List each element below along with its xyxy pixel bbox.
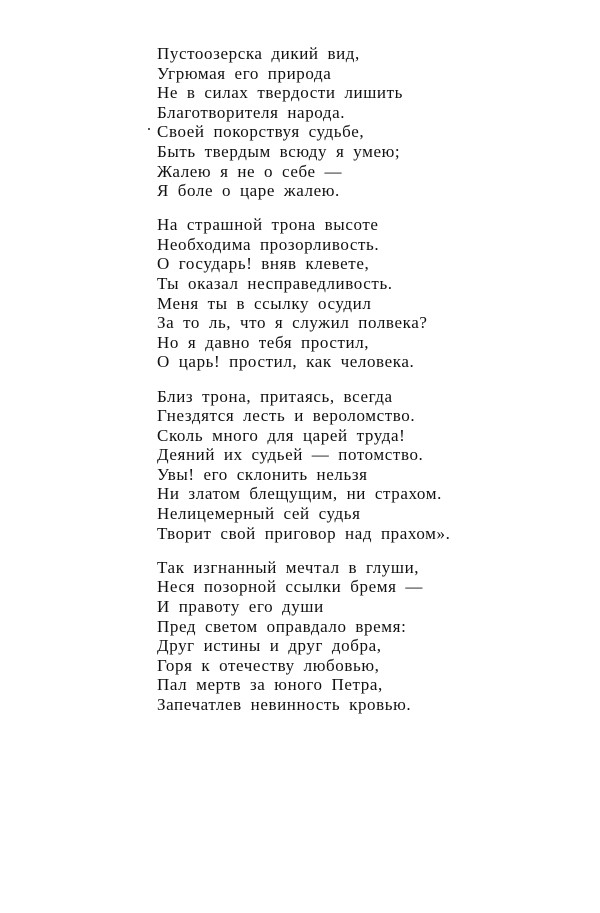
poem-line: Ты оказал несправедливость. <box>157 274 393 294</box>
poem-line: Горя к отечеству любовью, <box>157 655 380 675</box>
poem-line: Близ трона, притаясь, всегда <box>157 386 393 406</box>
poem-line: Пал мертв за юного Петра, <box>157 675 383 695</box>
poem-line: Меня ты в ссылку осудил <box>157 293 372 313</box>
poem-line: Пустоозерска дикий вид, <box>157 44 360 63</box>
poem-line: Но я давно тебя простил, <box>157 332 370 352</box>
poem-line: Благотворителя народа. <box>157 102 346 122</box>
poem-line: Друг истины и друг добра, <box>157 636 382 656</box>
stanza-4 <box>157 558 450 715</box>
poem-line: О государь! вняв клевете, <box>157 254 370 274</box>
stanza-1 <box>157 44 450 201</box>
poem-line: Так изгнанный мечтал в глуши, <box>157 557 420 577</box>
stanza-3 <box>157 387 450 544</box>
poem-line: Не в силах твердости лишить <box>157 83 403 103</box>
stanza-2 <box>157 215 450 372</box>
poem-line: Запечатлев невинность кровью. <box>157 694 412 714</box>
poem-line: Ни златом блещущим, ни страхом. <box>157 484 442 504</box>
poem-line: Нелицемерный сей судья <box>157 504 361 524</box>
poem-line: Я боле о царе жалею. <box>157 181 340 201</box>
poem-line: Увы! его склонить нельзя <box>157 464 368 484</box>
poem-line: Своей покорствуя судьбе, <box>157 122 365 142</box>
poem-line: Гнездятся лесть и вероломство. <box>157 406 416 426</box>
poem-line: И правоту его души <box>157 596 324 616</box>
poem-line: О царь! простил, как человека. <box>157 352 415 372</box>
poem-line: Деяний их судьей — потомство. <box>157 445 424 465</box>
poem-line: Быть твердым всюду я умею; <box>157 141 401 161</box>
poem-line: На страшной трона высоте <box>157 215 379 235</box>
poem-line: Пред светом оправдало время: <box>157 616 407 636</box>
poem-line: Сколь много для царей труда! <box>157 425 406 445</box>
poem-line: Жалею я не о себе — <box>157 161 343 181</box>
print-speck <box>148 128 150 130</box>
poem-line: За то ль, что я служил полвека? <box>157 313 428 333</box>
poem-line: Неся позорной ссылки бремя — <box>157 577 423 597</box>
poem-line: Угрюмая его природа <box>157 63 332 83</box>
poem-line: Творит свой приговор над прахом». <box>157 523 451 543</box>
poem-line: Необходима прозорливость. <box>157 234 380 254</box>
poem-text <box>157 44 450 729</box>
